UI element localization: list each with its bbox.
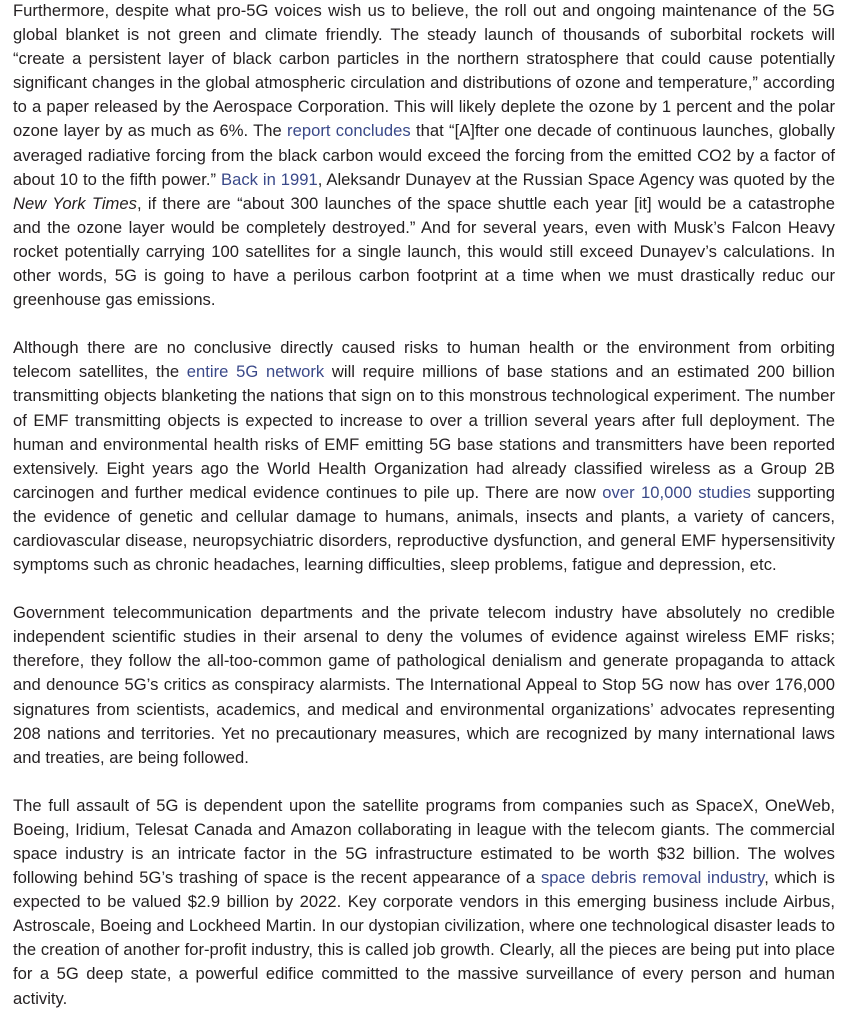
paragraph-carbon-footprint [13,0,835,312]
paragraph-space-industry [13,794,835,1011]
publication-title: New York Times [13,193,137,213]
paragraph-text: The full assault of 5G is dependent upon the satellite programs from companies such as SpaceX, OneWeb, Boeing, Iridium, Telesat Canada and Amazon collaborating in league with the telecom giants. The commercial space industry is an intricate factor in the 5G infrastructure estimated to be worth $32 billion. The wolves following behind 5G’s trashing of space is the recent appearance of a [13,795,835,888]
paragraph-text: Furthermore, despite what pro-5G voices wish us to believe, the roll out and ongoing maintenance of the 5G global blanket is not green and climate friendly. The steady launch of thousands of suborbital rockets will “create a persistent layer of black carbon particles in the northern stratosphere that could cause potentially significant changes in the global atmospheric circulation and distributions of ozone and temperature,” according to a paper released by the Aerospace Corporation. This will likely deplete the ozone by 1 percent and the polar ozone layer by as much as 6%. The [13,1,835,141]
paragraph-text: that “[A]fter one decade of continuous launches, globally averaged radiative forcing from the black carbon would exceed the forcing from the emitted CO2 by a factor of about 10 to the fifth power.” [13,121,836,189]
paragraph-text: supporting the evidence of genetic and cellular damage to humans, animals, insects and plants, a variety of cancers, cardiovascular disease, neuropsychiatric disorders, reproductive dysfunction, and general EMF hypersensitivity symptoms such as chronic headaches, learning difficulties, sleep problems, fatigue and depression, etc. [13,482,835,575]
paragraph-text: , which is expected to be valued $2.9 billion by 2022. Key corporate vendors in this emerging business include Airbus, Astroscale, Boeing and Lockheed Martin. In our dystopian civilization, where one technological disaster leads to the creation of another for-profit industry, this is called job growth. Clearly, all the pieces are being put into place for a 5G deep state, a powerful edifice committed to the massive surveillance of every person and human activity. [13,868,835,1008]
paragraph-text: will require millions of base stations and an estimated 200 billion transmitting objects blanketing the nations that sign on to this monstrous technological experiment. The number of EMF transmitting objects is expected to increase to over a trillion several years after full deployment. The human and environmental health risks of EMF emitting 5G base stations and transmitters have been reported extensively. Eight years ago the World Health Organization had already classified wireless as a Group 2B carcinogen and further medical evidence continues to pile up. There are now [13,362,836,502]
link-back-in-1991[interactable]: Back in 1991 [221,169,318,189]
link-report-concludes[interactable]: report concludes [287,121,411,141]
paragraph-text: Government telecommunication departments and the private telecom industry have absolutely no credible independent scientific studies in their arsenal to deny the volumes of evidence against wireless EMF risks; therefore, they follow the all-too-common game of pathological denialism and generate propaganda to attack and denounce 5G’s critics as conspiracy alarmists. The International Appeal to Stop 5G now has over 176,000 signatures from scientists, academics, and medical and environmental organizations’ advocates representing 208 nations and territories. Yet no precautionary measures, which are recognized by many international laws and treaties, are being followed. [13,603,835,767]
paragraph-denialism [13,601,835,770]
link-space-debris-removal-industry[interactable]: space debris removal industry [540,868,765,888]
paragraph-text: Although there are no conclusive directly caused risks to human health or the environment from orbiting telecom satellites, the [13,338,835,382]
paragraph-health-risks [13,336,835,577]
link-over-10000-studies[interactable]: over 10,000 studies [602,482,751,502]
link-entire-5g-network[interactable]: entire 5G network [186,362,325,382]
paragraph-text: , Aleksandr Dunayev at the Russian Space Agency was quoted by the [317,169,836,189]
paragraph-text: , if there are “about 300 launches of the space shuttle each year [it] would be a catastrophe and the ozone layer would be completely destroyed.” And for several years, even with Musk’s Falcon Heavy rocket potentially carrying 100 satellites for a single launch, this would still exceed Dunayev’s calculations. In other words, 5G is going to have a perilous carbon footprint at a time when we must drastically reduc our greenhouse gas emissions. [13,193,836,310]
